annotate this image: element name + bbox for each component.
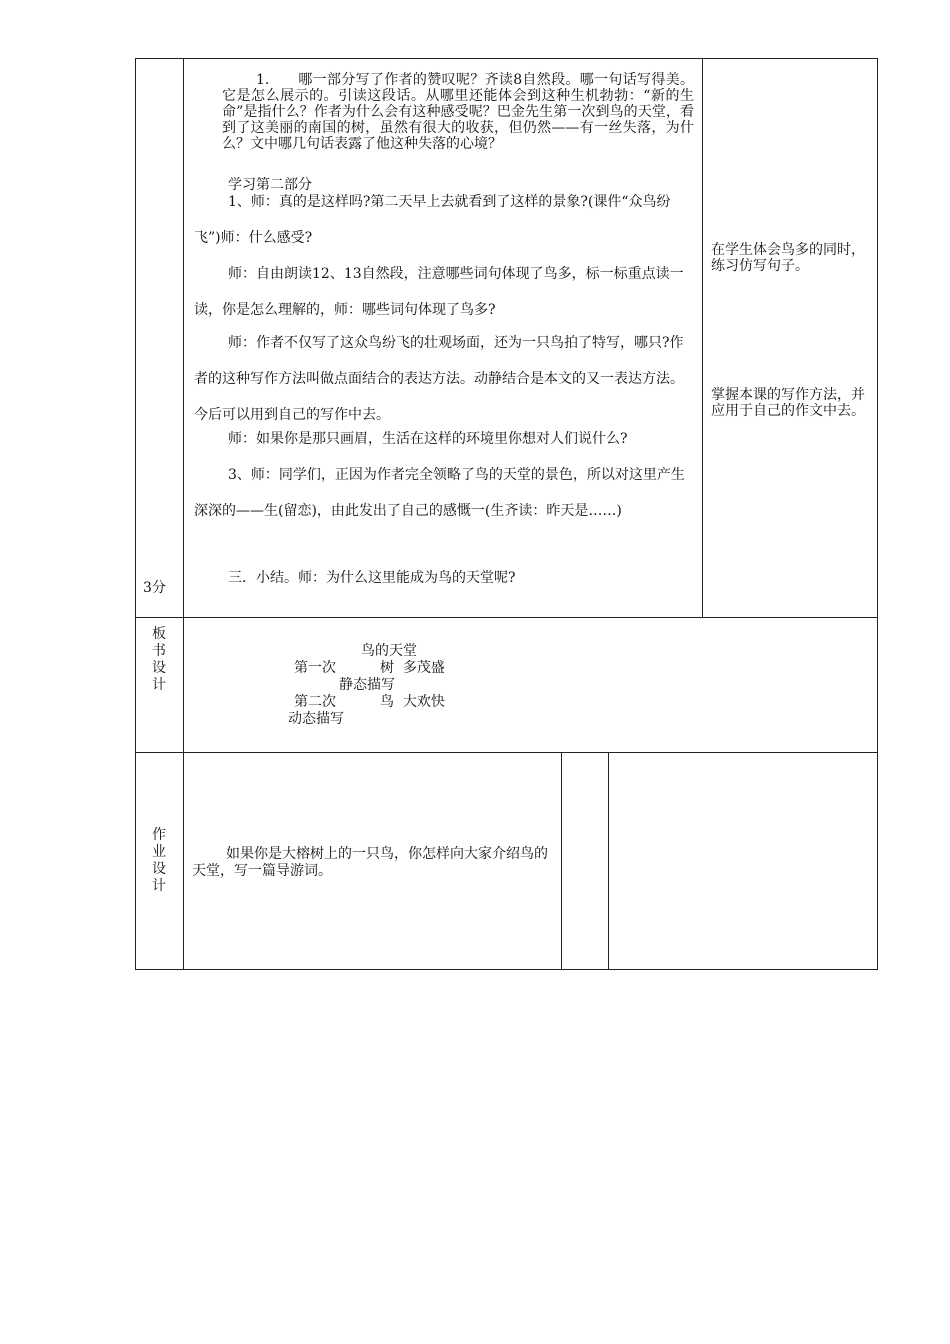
intro-paragraph: 1. 哪一部分写了作者的赞叹呢？齐读8自然段。哪一句话写得美。它是怎么展示的。引读这段话。从哪里还能体会到这种生机勃勃：“新的生命”是指什么？作者为什么会有这种感受呢？巴金先生第一次到鸟的天堂，看到了这美丽的南国的树，虽然有很大的收获，但仍然——有一丝失落，为什么？文中哪几句话表露了他这种失落的心境？ [222, 72, 694, 152]
design-note-2: 掌握本课的写作方法，并应用于自己的作文中去。 [711, 387, 865, 419]
design-note-1: 在学生体会鸟多的同时，练习仿写句子。 [711, 242, 865, 274]
step-4: 师：如果你是那只画眉，生活在这样的环境里你想对人们说什么? [228, 431, 628, 447]
step-1: 1、师：真的是这样吗?第二天早上去就看到了这样的景象?(课件“众鸟纷飞”)师：什么感受? [194, 194, 671, 246]
summary: 三．小结。师：为什么这里能成为鸟的天堂呢? [228, 570, 516, 586]
board-line1-a: 第一次 [294, 660, 336, 676]
column-divider [183, 58, 184, 970]
step-3: 师：作者不仅写了这众鸟纷飞的壮观场面，还为一只鸟拍了特写，哪只?作者的这种写作方法叫做点面结合的表达方法。动静结合是本文的又一表达方法。今后可以用到自己的写作中去。 [194, 335, 684, 423]
homework-text: 如果你是大榕树上的一只鸟，你怎样向大家介绍鸟的天堂，写一篇导游词。 [192, 846, 548, 879]
row-divider [135, 617, 878, 618]
column-divider [702, 58, 703, 617]
board-label: 板书设计 [152, 626, 166, 693]
board-line2: 静态描写 [339, 677, 395, 693]
board-line1-b: 树 多茂盛 [380, 660, 445, 676]
homework-label: 作业设计 [152, 827, 166, 894]
time-label: 3分 [143, 580, 166, 596]
step-5: 3、师：同学们，正因为作者完全领略了鸟的天堂的景色，所以对这里产生深深的——生(留恋)，由此发出了自己的感慨一(生齐读：昨天是……) [194, 467, 685, 519]
part-heading: 学习第二部分 [228, 177, 312, 193]
board-line3-a: 第二次 [294, 694, 336, 710]
column-divider [608, 752, 609, 970]
column-divider [561, 752, 562, 970]
board-title: 鸟的天堂 [361, 643, 417, 659]
row-divider [135, 752, 878, 753]
board-line4: 动态描写 [288, 711, 344, 727]
board-line3-b: 鸟 大欢快 [380, 694, 445, 710]
step-2: 师：自由朗读12、13自然段，注意哪些词句体现了鸟多，标一标重点读一读，你是怎么理解的，师：哪些词句体现了鸟多? [194, 266, 684, 318]
